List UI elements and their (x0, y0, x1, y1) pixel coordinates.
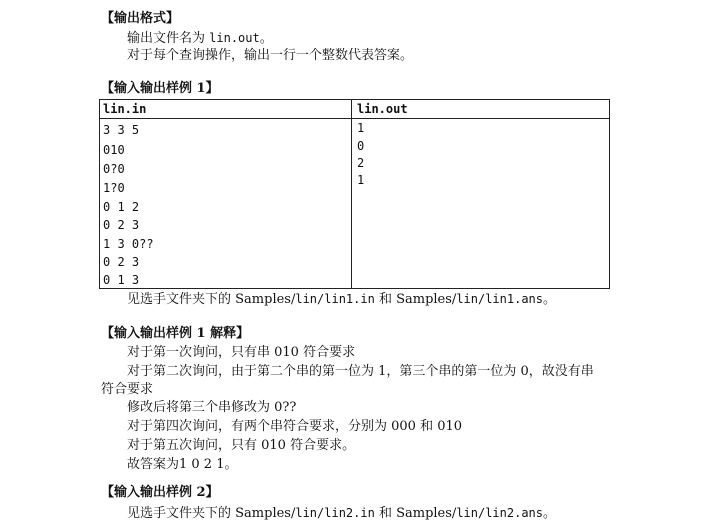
sample1-table (99, 99, 610, 289)
output-format-heading: 【输出格式】 (101, 11, 180, 26)
sample2-heading: 【输入输出样例 2】 (101, 485, 219, 500)
explanation-line: 故答案为1 0 2 1。 (127, 457, 238, 472)
sample1-input-path: lin/lin1.in (295, 292, 375, 306)
input-line: 1?0 (103, 181, 125, 195)
sample2-note-suffix: 。 (543, 506, 557, 521)
output-file-name: lin.out (209, 31, 260, 45)
explanation-line: 修改后将第三个串修改为 0?? (127, 400, 297, 415)
output-format-line-1 (127, 30, 273, 47)
explanation1-heading: 【输入输出样例 1 解释】 (101, 326, 250, 341)
explanation-line: 对于第五次询问，只有 010 符合要求。 (127, 438, 356, 453)
explanation-line: 符合要求 (101, 382, 154, 397)
explanation-line: 对于第四次询问，有两个串符合要求，分别为 000 和 010 (127, 419, 463, 434)
output-format-suffix: 。 (259, 31, 273, 46)
output-line: 1 (357, 173, 365, 187)
sample2-answer-path: lin/lin2.ans (456, 506, 544, 520)
explanation-line: 对于第二次询问，由于第二个串的第一位为 1，第三个串的第一位为 0，故没有串 (127, 364, 594, 379)
explanation-line: 对于第一次询问，只有串 010 符合要求 (127, 345, 356, 360)
output-line: 2 (357, 156, 365, 170)
output-line: 0 (357, 139, 365, 153)
input-line: 0 1 2 (103, 200, 140, 214)
input-line: 1 3 0?? (103, 237, 154, 251)
sample1-heading: 【输入输出样例 1】 (101, 81, 219, 96)
table-header-divider (100, 118, 609, 119)
input-line: 0 1 3 (103, 273, 140, 287)
sample1-note (127, 291, 556, 308)
output-line: 1 (357, 121, 365, 135)
sample1-note-suffix: 。 (543, 292, 557, 307)
output-format-prefix: 输出文件名为 (127, 31, 210, 46)
table-column-divider (351, 100, 352, 288)
input-line: 0 2 3 (103, 255, 140, 269)
sample1-note-mid: 和 Samples/ (374, 292, 457, 307)
sample2-input-path: lin/lin2.in (295, 506, 375, 520)
input-line: 0 2 3 (103, 218, 140, 232)
input-line: 010 (103, 143, 125, 157)
sample1-note-prefix: 见选手文件夹下的 Samples/ (127, 292, 296, 307)
input-line: 3 3 5 (103, 123, 140, 137)
output-format-line-2: 对于每个查询操作，输出一行一个整数代表答案。 (127, 48, 414, 63)
sample1-answer-path: lin/lin1.ans (456, 292, 544, 306)
output-column-header: lin.out (357, 102, 408, 116)
input-line: 0?0 (103, 162, 125, 176)
input-column-header: lin.in (103, 102, 147, 116)
sample2-note (127, 505, 556, 522)
sample2-note-mid: 和 Samples/ (374, 506, 457, 521)
sample2-note-prefix: 见选手文件夹下的 Samples/ (127, 506, 296, 521)
